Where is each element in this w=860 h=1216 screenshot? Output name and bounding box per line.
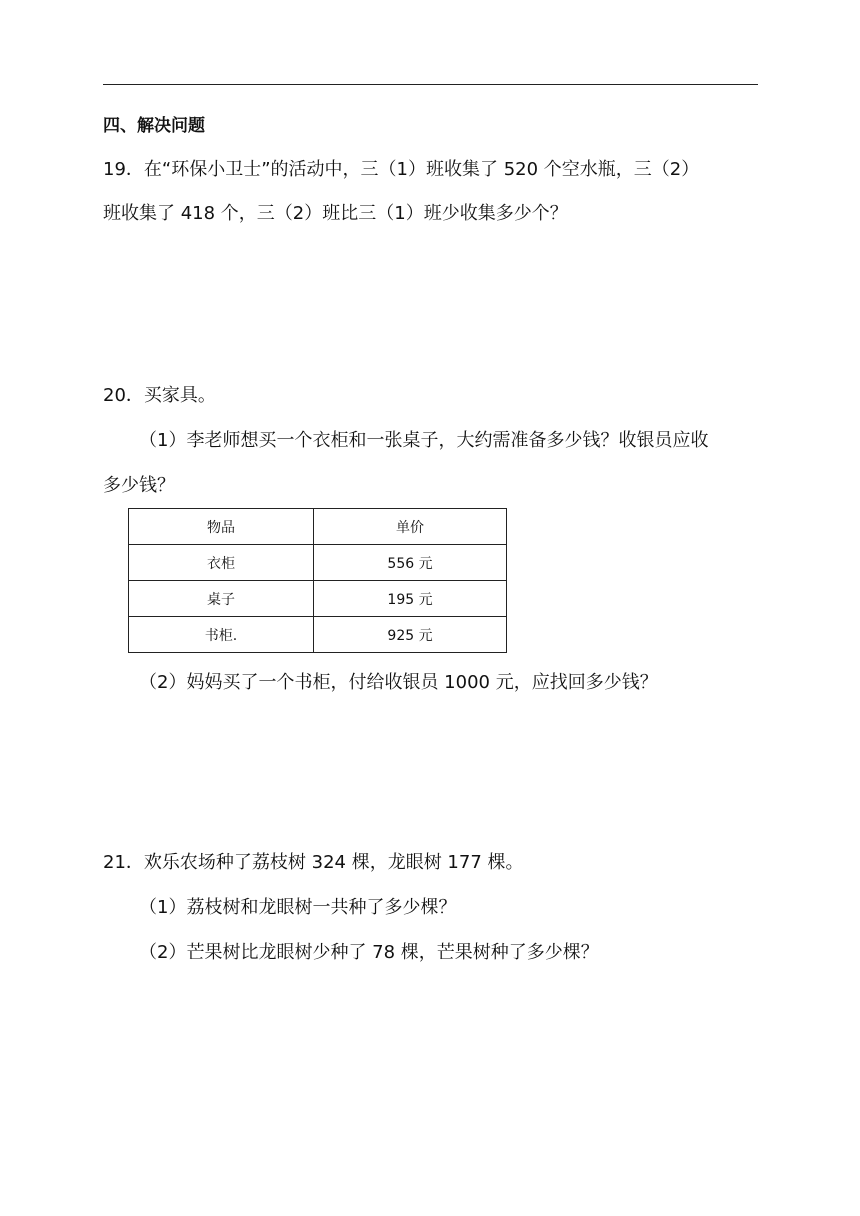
- table-row: [129, 545, 507, 581]
- header-item: 物品: [129, 509, 314, 545]
- q20-part1-line1: （1）李老师想买一个衣柜和一张桌子，大约需准备多少钱？收银员应收: [139, 430, 709, 451]
- table-header-row: [129, 509, 507, 545]
- price-table: [128, 508, 507, 653]
- header-price: 单价: [314, 509, 507, 545]
- q19-line1: 19．在“环保小卫士”的活动中，三（1）班收集了 520 个空水瓶，三（2）: [103, 159, 700, 180]
- q20-part2: （2）妈妈买了一个书柜，付给收银员 1000 元，应找回多少钱？: [139, 672, 658, 693]
- q20-part1-line2: 多少钱？: [103, 475, 175, 496]
- item-price: 195 元: [314, 581, 507, 617]
- section-title: 四、解决问题: [103, 116, 205, 136]
- q21-part1: （1）荔枝树和龙眼树一共种了多少棵？: [139, 897, 457, 918]
- q19-line2: 班收集了 418 个，三（2）班比三（1）班少收集多少个？: [103, 203, 568, 224]
- item-name: 书柜.: [129, 617, 314, 653]
- item-name: 衣柜: [129, 545, 314, 581]
- header-rule: [103, 84, 758, 85]
- table-row: [129, 617, 507, 653]
- item-price: 925 元: [314, 617, 507, 653]
- q21-title: 21．欢乐农场种了荔枝树 324 棵，龙眼树 177 棵。: [103, 852, 524, 873]
- item-price: 556 元: [314, 545, 507, 581]
- table-row: [129, 581, 507, 617]
- q20-title: 20．买家具。: [103, 385, 216, 406]
- item-name: 桌子: [129, 581, 314, 617]
- q21-part2: （2）芒果树比龙眼树少种了 78 棵，芒果树种了多少棵？: [139, 942, 599, 963]
